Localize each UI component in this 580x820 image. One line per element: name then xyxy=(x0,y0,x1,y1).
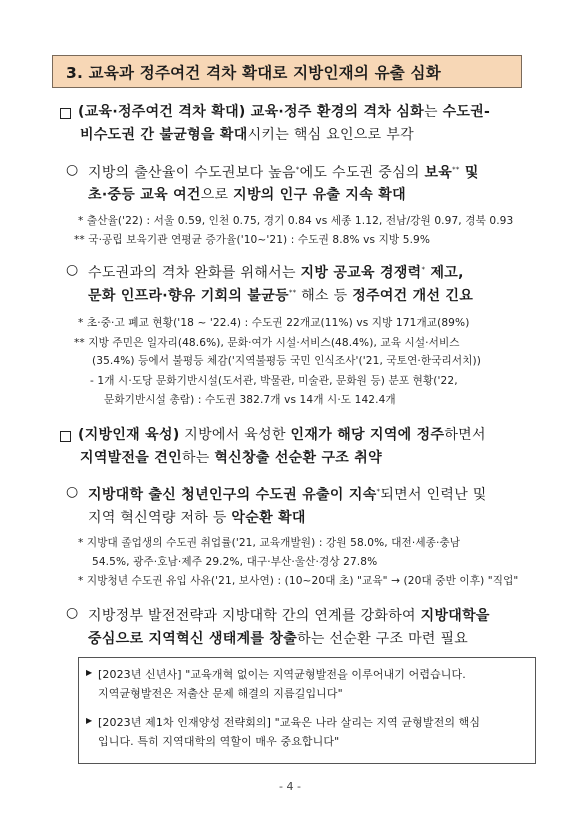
block2-line2: 지역발전을 견인하는 혁신창출 선순환 구조 취약 xyxy=(80,450,382,466)
triangle-bullet-icon: ▶ xyxy=(86,668,93,677)
footnote: (35.4%) 등에서 불평등 체감('지역불평등 국민 인식조사'('21, 국토연·한국리서치)) xyxy=(92,355,482,367)
circle-bullet-icon: ○ xyxy=(66,605,79,621)
square-bullet-icon xyxy=(60,108,71,119)
quote-line: 입니다. 특히 지역대학의 역할이 매우 중요합니다" xyxy=(98,735,340,748)
quote-line: [2023년 신년사] "교육개혁 없이는 지역균형발전을 이루어내기 어렵습니다. xyxy=(98,668,466,681)
page-number: - 4 - xyxy=(279,780,301,793)
circle-bullet-icon: ○ xyxy=(66,262,79,278)
triangle-bullet-icon: ▶ xyxy=(86,716,93,725)
block1-point2-line1: 수도권과의 격차 완화를 위해서는 지방 공교육 경쟁력* 제고, xyxy=(88,265,464,281)
block1-point1-line1: 지방의 출산율이 수도권보다 높음*에도 수도권 중심의 보육** 및 xyxy=(88,165,479,181)
section-title: 3. 교육과 정주여건 격차 확대로 지방인재의 유출 심화 xyxy=(66,64,441,82)
quote-line: [2023년 제1차 인재양성 전략회의] "교육은 나라 살리는 지역 균형발전의 핵심 xyxy=(98,716,481,729)
block1-point2-line2: 문화 인프라·향유 기회의 불균등** 해소 등 정주여건 개선 긴요 xyxy=(88,288,474,304)
block2-point1-line2: 지역 혁신역량 저하 등 악순환 확대 xyxy=(88,510,306,526)
footnote: 54.5%, 광주·호남·제주 29.2%, 대구·부산·울산·경상 27.8% xyxy=(92,556,378,568)
circle-bullet-icon: ○ xyxy=(66,162,79,178)
footnote: - 1개 시·도당 문화기반시설(도서관, 박물관, 미술관, 문화원 등) 분포 현황('22, xyxy=(90,375,458,387)
block2-line1: (지방인재 육성) 지방에서 육성한 인재가 해당 지역에 정주하면서 xyxy=(78,427,486,443)
quote-line: 지역균형발전은 저출산 문제 해결의 지름길입니다" xyxy=(98,687,343,700)
block1-line2: 비수도권 간 불균형을 확대시키는 핵심 요인으로 부각 xyxy=(80,127,414,143)
footnote: 문화기반시설 총람) : 수도권 382.7개 vs 14개 시·도 142.4개 xyxy=(104,394,396,406)
block1-point1-line2: 초·중등 교육 여건으로 지방의 인구 유출 지속 확대 xyxy=(88,187,406,203)
block2-point2-line1: 지방정부 발전전략과 지방대학 간의 연계를 강화하여 지방대학을 xyxy=(88,608,490,624)
footnote: * 초·중·고 폐교 현황('18 ~ '22.4) : 수도권 22개교(11%) vs 지방 171개교(89%) xyxy=(78,317,470,329)
footnote: ** 국·공립 보육기관 연평균 증가율('10~'21) : 수도권 8.8% vs 지방 5.9% xyxy=(74,234,431,246)
square-bullet-icon xyxy=(60,431,71,442)
block1-line1: (교육·정주여건 격차 확대) 교육·정주 환경의 격차 심화는 수도권- xyxy=(78,104,491,120)
footnote: * 출산율('22) : 서울 0.59, 인천 0.75, 경기 0.84 vs 세종 1.12, 전남/강원 0.97, 경북 0.93 xyxy=(78,215,514,227)
footnote: * 지방청년 수도권 유입 사유('21, 보사연) : (10~20대 초) "교육" → (20대 중반 이후) "직업" xyxy=(78,575,519,587)
circle-bullet-icon: ○ xyxy=(66,484,79,500)
footnote: * 지방대 졸업생의 수도권 취업률('21, 교육개발원) : 강원 58.0%, 대전·세종·충남 xyxy=(78,537,461,549)
footnote: ** 지방 주민은 일자리(48.6%), 문화·여가 시설·서비스(48.4%), 교육 시설·서비스 xyxy=(74,337,460,349)
block2-point2-line2: 중심으로 지역혁신 생태계를 창출하는 선순환 구조 마련 필요 xyxy=(88,631,469,647)
block2-point1-line1: 지방대학 출신 청년인구의 수도권 유출이 지속*되면서 인력난 및 xyxy=(88,487,487,503)
